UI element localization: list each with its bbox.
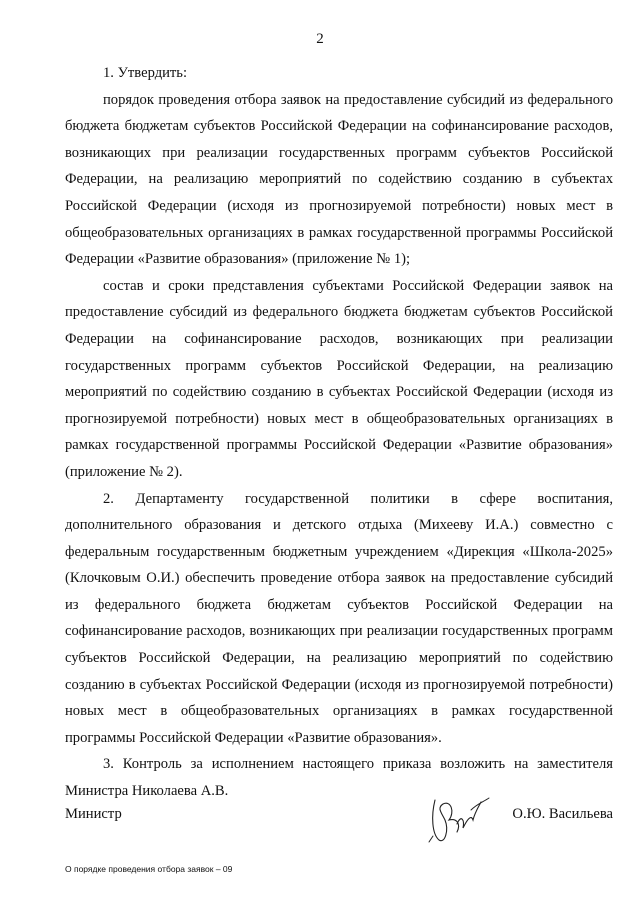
footer-note: О порядке проведения отбора заявок – 09 <box>65 864 233 874</box>
signature-name: О.Ю. Васильева <box>512 806 613 822</box>
paragraph-department-instruction: 2. Департаменту государственной политики в сфере воспитания, дополнительного образования и детского отдыха (Михееву И.А.) совместно с федеральным государственным бюджетным учреждением «Дирекция «Школа-2025» (Клочковым О.И.) обеспечить проведение отбора заявок на предоставление субсидий из федерального бюджета бюджетам субъектов Российской Федерации на софинансирование расходов, возникающих при реализации государственных программ субъектов Российской Федерации, на реализацию мероприятий по содействию созданию в субъектах Российской Федерации (исходя из прогнозируемой потребности) новых мест в общеобразовательных организациях в рамках государственной программы Российской Федерации «Развитие образования». <box>65 490 613 746</box>
signature-block <box>65 790 613 850</box>
paragraph-approve-composition: состав и сроки представления субъектами Российской Федерации заявок на предоставление субсидий из федерального бюджета бюджетам субъектов Российской Федерации на софинансирование расходов, возникающих при реализации государственных программ субъектов Российской Федерации, на реализацию мероприятий по содействию созданию в субъектах Российской Федерации (исходя из прогнозируемой потребности) новых мест в общеобразовательных организациях в рамках государственной программы Российской Федерации «Развитие образования» (приложение № 2). <box>65 277 613 480</box>
paragraph-approve-heading: 1. Утвердить: <box>103 65 188 81</box>
signature-role: Министр <box>65 806 122 822</box>
paragraph-approve-order: порядок проведения отбора заявок на предоставление субсидий из федерального бюджета бюджетам субъектов Российской Федерации на софинансирование расходов, возникающих при реализации государственных программ субъектов Российской Федерации, на реализацию мероприятий по содействию созданию в субъектах Российской Федерации (исходя из прогнозируемой потребности) новых мест в общеобразовательных организациях в рамках государственной программы Российской Федерации «Развитие образования» (приложение № 1); <box>65 91 613 268</box>
paragraph-control: 3. Контроль за исполнением настоящего приказа возложить на заместителя Министра Николаева А.В. <box>65 756 613 800</box>
document-body <box>65 60 613 805</box>
handwritten-signature <box>427 790 497 848</box>
page-number: 2 <box>316 31 324 47</box>
